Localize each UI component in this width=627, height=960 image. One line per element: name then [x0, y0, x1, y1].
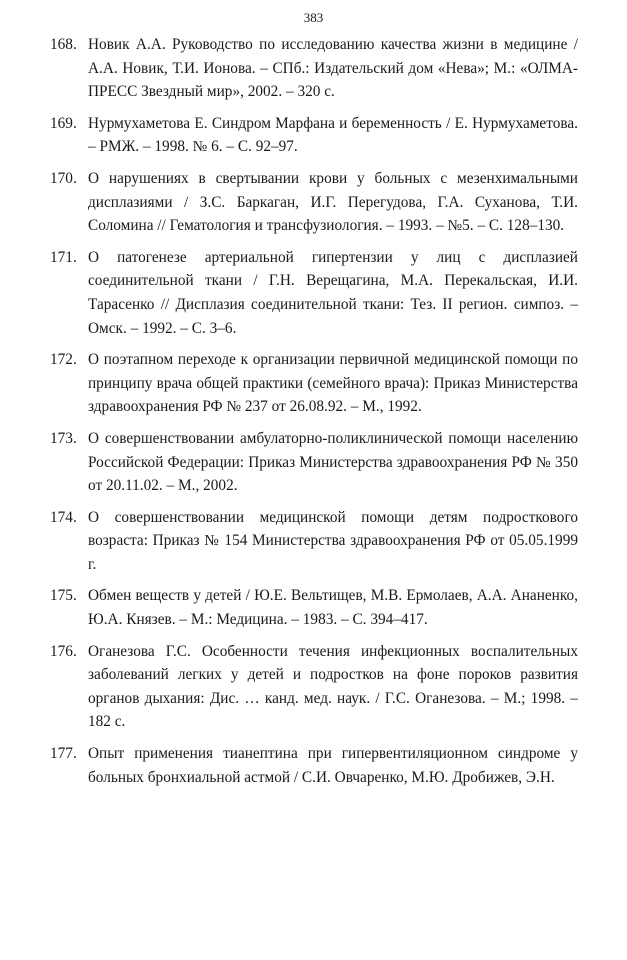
- reference-number: 177.: [50, 745, 77, 763]
- reference-item: [50, 427, 578, 498]
- reference-item: [50, 584, 578, 631]
- reference-text: Обмен веществ у детей / Ю.Е. Вельтищев, М.В. Ермолаев, А.А. Ананенко, Ю.А. Князев. – М.: Медицина. – 1983. – С. 394–417.: [88, 587, 578, 629]
- reference-text: О совершенствовании амбулаторно-поликлинической помощи населению Российской Федерации: Приказ Министерства здравоохранения РФ № 350 от 20.11.02. – М., 2002.: [88, 429, 578, 495]
- reference-text: О поэтапном переходе к организации первичной медицинской помощи по принципу врача общей практики (семейного врача): Приказ Министерства здравоохранения РФ № 237 от 26.08.92. – М., 1992.: [88, 351, 578, 416]
- reference-text: О патогенезе артериальной гипертензии у лиц с дисплазией соединительной ткани / Г.Н. Верещагина, М.А. Перекальская, И.И. Тарасенко // Дисплазия соединительной ткани: Тез. II регион. симпоз. – Омск. – 1992. – С. 3–6.: [88, 248, 578, 337]
- reference-item: [50, 246, 578, 340]
- reference-item: [50, 33, 578, 104]
- reference-number: 173.: [50, 429, 77, 447]
- reference-number: 175.: [50, 587, 77, 605]
- reference-item: [50, 348, 578, 419]
- reference-number: 176.: [50, 642, 77, 660]
- reference-text: О совершенствовании медицинской помощи детям подросткового возраста: Приказ № 154 Министерства здравоохранения РФ от 05.05.1999 г.: [88, 508, 578, 573]
- reference-item: [50, 640, 578, 734]
- reference-number: 171.: [50, 248, 77, 266]
- reference-number: 172.: [50, 351, 77, 369]
- reference-list: [50, 33, 578, 797]
- reference-text: Опыт применения тианептина при гипервентиляционном синдроме у больных бронхиальной астмой / С.И. Овчаренко, М.Ю. Дробижев, Э.Н.: [88, 745, 578, 786]
- reference-number: 168.: [50, 36, 77, 53]
- reference-item: [50, 112, 578, 159]
- reference-item: [50, 506, 578, 577]
- page-number: 383: [303, 10, 324, 25]
- reference-text: О нарушениях в свертывании крови у больных с мезенхимальными дисплазиями / З.С. Баркаган, И.Г. Перегудова, Г.А. Суханова, Т.И. Соломина // Гематология и трансфузиология. – 1993. – №5. – С. 128–130.: [88, 169, 578, 235]
- reference-number: 174.: [50, 508, 77, 526]
- reference-number: 169.: [50, 114, 77, 132]
- reference-item: [50, 742, 578, 789]
- reference-text: Новик А.А. Руководство по исследованию качества жизни в медицине / А.А. Новик, Т.И. Ионова. – СПб.: Издательский дом «Нева»; М.: «ОЛМА-ПРЕСС Звездный мир», 2002. – 320 с.: [88, 36, 578, 101]
- reference-item: [50, 167, 578, 238]
- reference-text: Оганезова Г.С. Особенности течения инфекционных воспалительных заболеваний легких у детей и подростков на фоне пороков развития органов дыхания: Дис. … канд. мед. наук. / Г.С. Оганезова. – М.; 1998. – 182 с.: [88, 642, 578, 731]
- reference-text: Нурмухаметова Е. Синдром Марфана и беременность / Е. Нурмухаметова. – РМЖ. – 1998. № 6. – С. 92–97.: [88, 114, 578, 156]
- reference-number: 170.: [50, 169, 77, 187]
